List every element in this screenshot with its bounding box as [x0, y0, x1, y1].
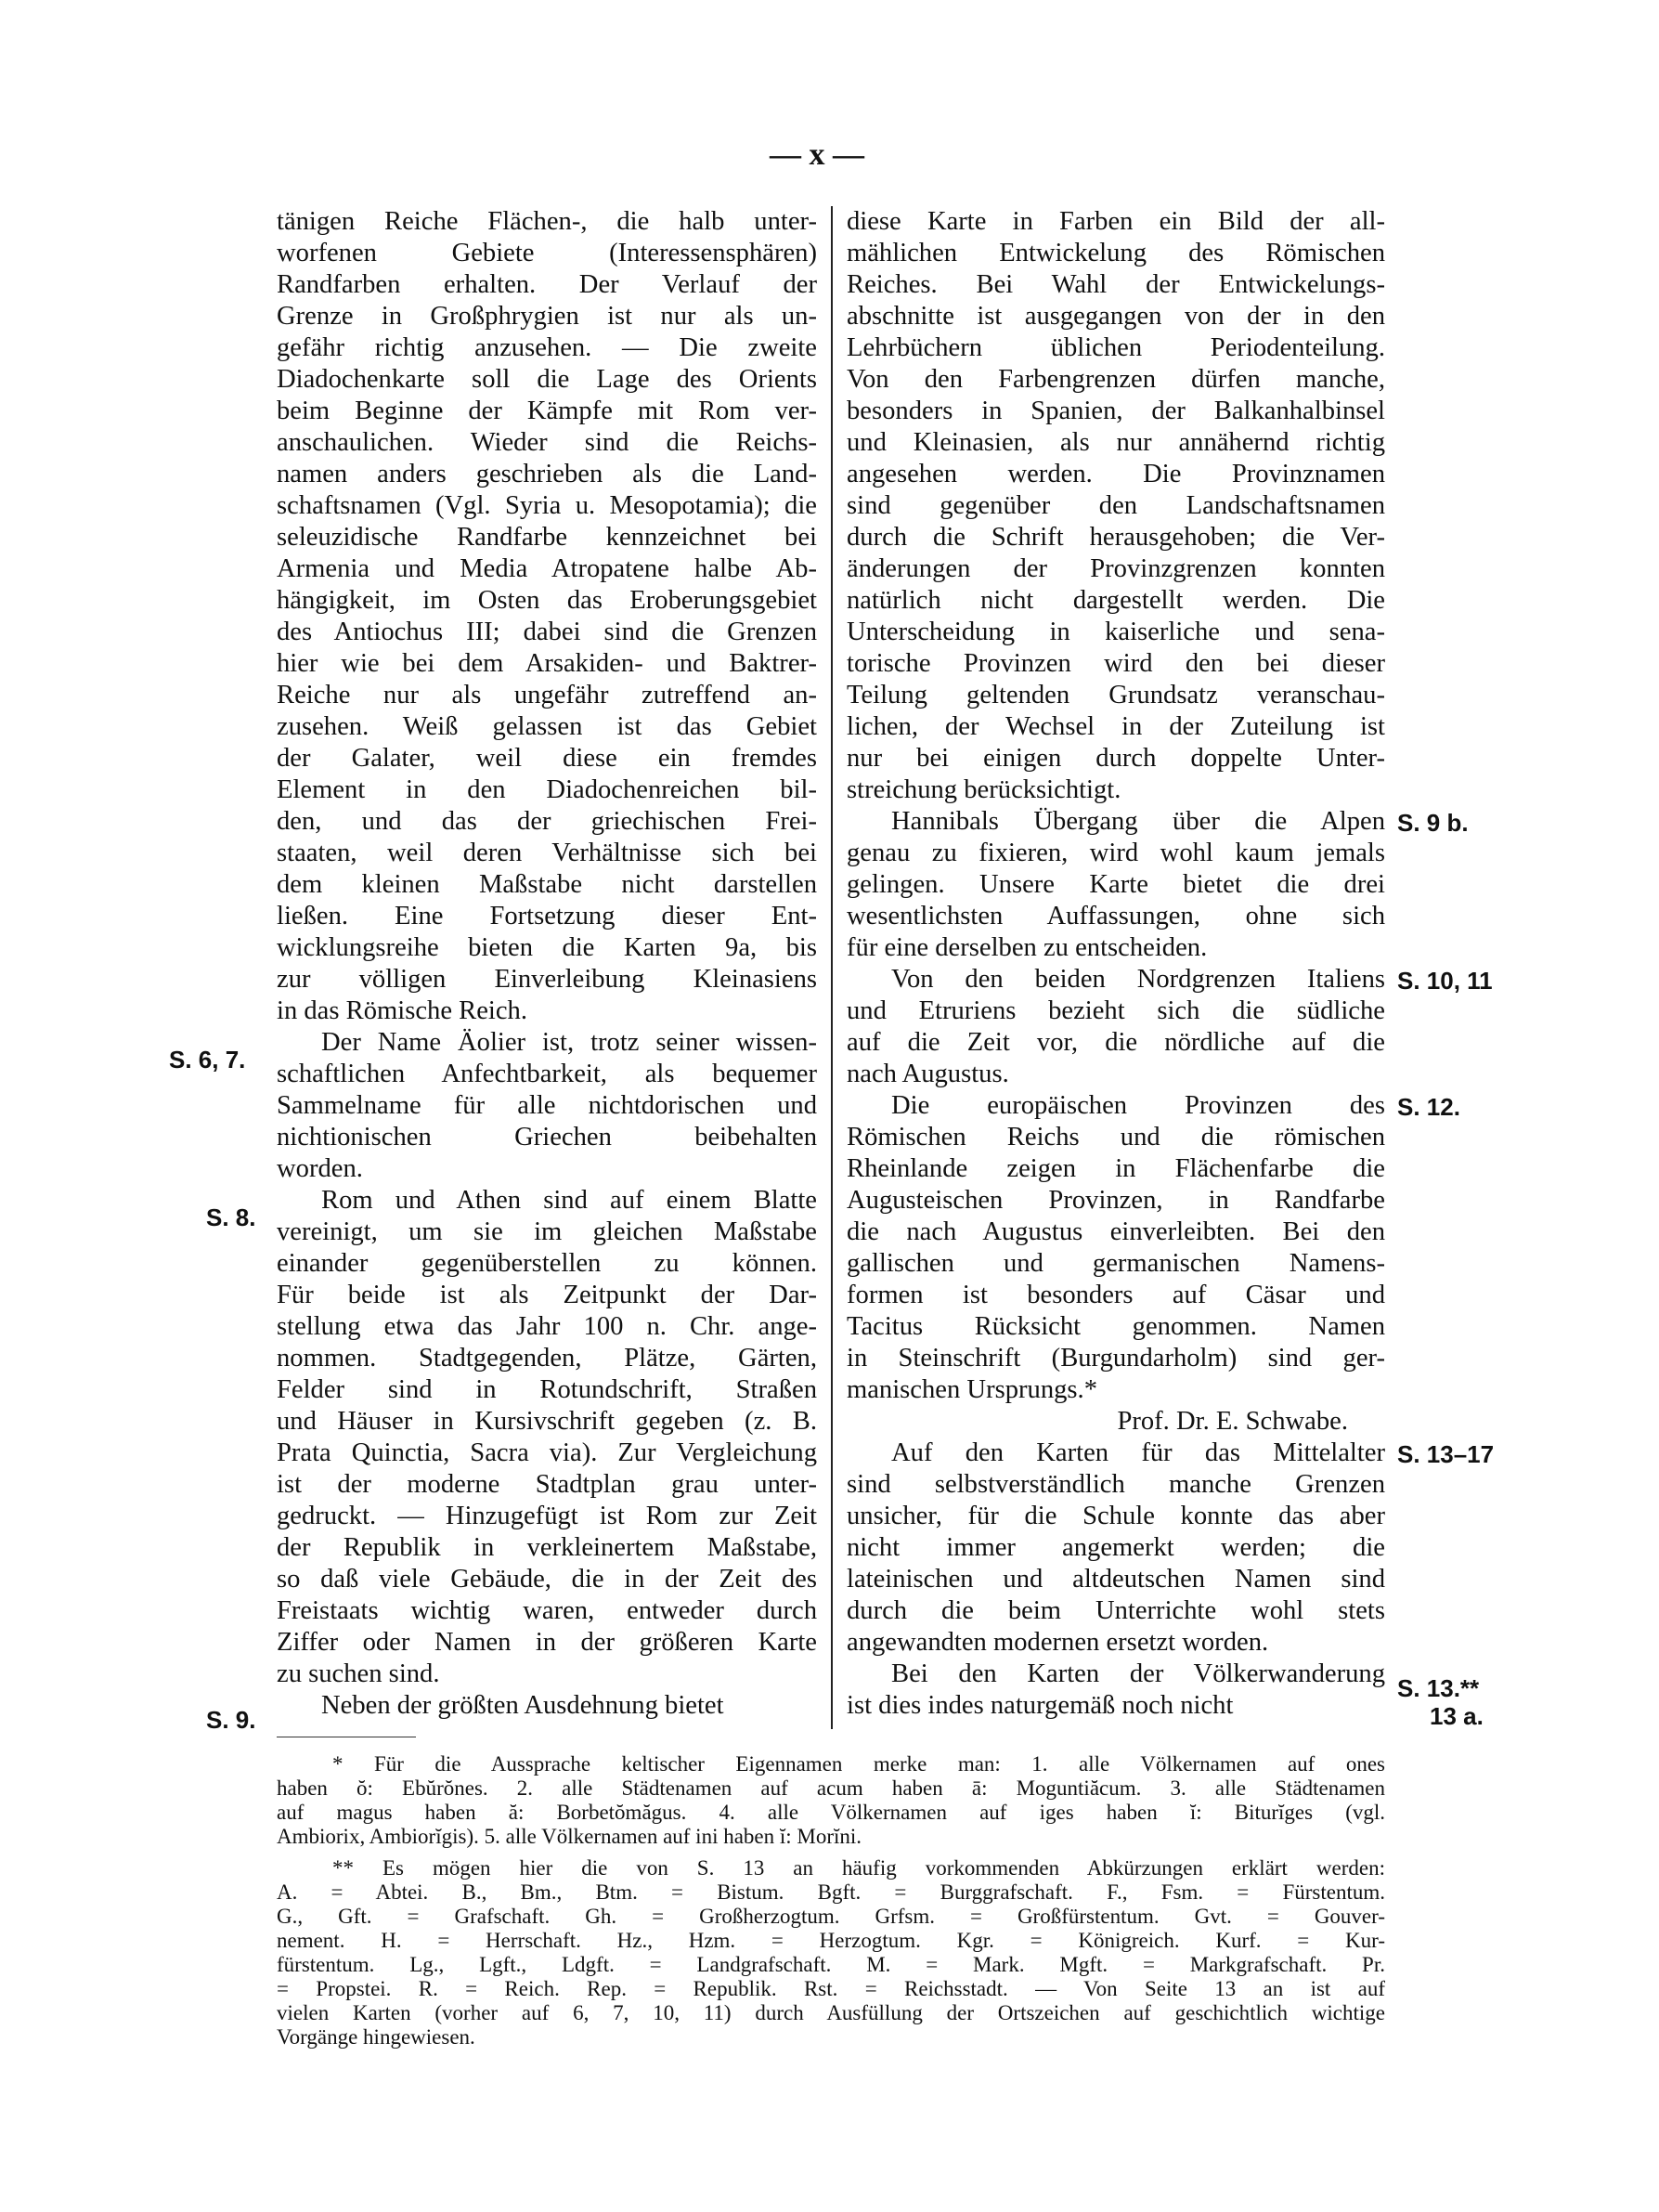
column-divider [831, 206, 833, 1729]
text-line: Prata Quinctia, Sacra via). Zur Vergleichung [277, 1438, 817, 1467]
text-line: angesehen werden. Die Provinznamen [847, 460, 1385, 488]
text-line: Lehrbüchern üblichen Periodenteilung. [847, 333, 1385, 362]
text-line: mählichen Entwickelung des Römischen [847, 239, 1385, 267]
text-line: lichen, der Wechsel in der Zuteilung ist [847, 712, 1385, 741]
text-line: auf die Zeit vor, die nördliche auf die [847, 1028, 1385, 1057]
text-line: dem kleinen Maßstabe nicht darstellen [277, 870, 817, 899]
text-line: Reiche nur als ungefähr zutreffend an- [277, 681, 817, 709]
text-line: unsicher, für die Schule konnte das aber [847, 1502, 1385, 1530]
text-line: gefähr richtig anzusehen. — Die zweite [277, 333, 817, 362]
text-line: Sammelname für alle nichtdorischen und [277, 1091, 817, 1120]
text-line: beim Beginne der Kämpfe mit Rom ver- [277, 397, 817, 425]
margin-note-s9b: S. 9 b. [1397, 809, 1469, 837]
text-line: einander gegenüberstellen zu können. [277, 1249, 817, 1278]
footnotes [277, 1752, 1385, 2049]
right-column [847, 206, 1385, 1722]
footnote-line: nement. H. = Herrschaft. Hz., Hzm. = Herzogtum. Kgr. = Königreich. Kurf. = Kur- [277, 1929, 1385, 1952]
text-line: tänigen Reiche Flächen-, die halb unter- [277, 207, 817, 236]
text-line: manischen Ursprungs.* [847, 1375, 1098, 1404]
margin-note-s12: S. 12. [1397, 1093, 1460, 1121]
text-line: Auf den Karten für das Mittelalter [891, 1438, 1385, 1467]
text-line: abschnitte ist ausgegangen von der in den [847, 302, 1385, 331]
footnote-line: auf magus haben ă: Borbetŏmăgus. 4. alle Völkernamen auf iges haben ĭ: Biturĭges (vgl. [277, 1801, 1385, 1824]
text-line: Diadochenkarte soll die Lage des Orients [277, 365, 817, 394]
text-line: nommen. Stadtgegenden, Plätze, Gärten, [277, 1344, 817, 1373]
text-line: worden. [277, 1154, 363, 1183]
text-line: gelingen. Unsere Karte bietet die drei [847, 870, 1385, 899]
text-line: lateinischen und altdeutschen Namen sind [847, 1565, 1385, 1594]
text-line: des Antiochus III; dabei sind die Grenzen [277, 618, 817, 646]
text-line: staaten, weil deren Verhältnisse sich bei [277, 839, 817, 867]
footnote-line: Ambiorix, Ambiorĭgis). 5. alle Völkernamen auf ini haben ĭ: Morĭni. [277, 1825, 862, 1848]
text-line: der Republik in verkleinertem Maßstabe, [277, 1533, 817, 1562]
text-line: streichung berücksichtigt. [847, 775, 1121, 804]
text-line: Ziffer oder Namen in der größeren Karte [277, 1628, 817, 1657]
text-line: sind gegenüber den Landschaftsnamen [847, 491, 1385, 520]
text-line: wicklungsreihe bieten die Karten 9a, bis [277, 933, 817, 962]
text-line: zusehen. Weiß gelassen ist das Gebiet [277, 712, 817, 741]
text-line: genau zu fixieren, wird wohl kaum jemals [847, 839, 1385, 867]
text-line: Rom und Athen sind auf einem Blatte [321, 1186, 817, 1215]
footnote-line: fürstentum. Lg., Lgft., Ldgft. = Landgrafschaft. M. = Mark. Mgft. = Markgrafschaft. Pr. [277, 1953, 1385, 1976]
text-line: Freistaats wichtig waren, entweder durch [277, 1596, 817, 1625]
margin-note-s67: S. 6, 7. [169, 1046, 246, 1073]
margin-note-s9: S. 9. [206, 1706, 256, 1734]
text-line: worfenen Gebiete (Interessensphären) [277, 239, 817, 267]
text-line: hier wie bei dem Arsakiden- und Baktrer- [277, 649, 817, 678]
text-line: Von den Farbengrenzen dürfen manche, [847, 365, 1385, 394]
text-line: gallischen und germanischen Namens- [847, 1249, 1385, 1278]
text-line: der Galater, weil diese ein fremdes [277, 744, 817, 773]
text-line: durch die beim Unterrichte wohl stets [847, 1596, 1385, 1625]
text-line: in das Römische Reich. [277, 996, 528, 1025]
text-line: Felder sind in Rotundschrift, Straßen [277, 1375, 817, 1404]
text-line: Tacitus Rücksicht genommen. Namen [847, 1312, 1385, 1341]
text-line: nichtionischen Griechen beibehalten [277, 1123, 817, 1152]
margin-note-s8: S. 8. [206, 1204, 256, 1231]
text-line: ließen. Eine Fortsetzung dieser Ent- [277, 902, 817, 930]
footnote-line: ** Es mögen hier die von S. 13 an häufig vorkommenden Abkürzungen erklärt werden: [332, 1856, 1385, 1880]
text-line: vereinigt, um sie im gleichen Maßstabe [277, 1217, 817, 1246]
margin-note-s13: S. 13.** [1397, 1674, 1480, 1702]
text-line: formen ist besonders auf Cäsar und [847, 1281, 1385, 1309]
text-line: nur bei einigen durch doppelte Unter- [847, 744, 1385, 773]
text-line: Bei den Karten der Völkerwanderung [891, 1659, 1385, 1688]
footnote-line: * Für die Aussprache keltischer Eigennamen merke man: 1. alle Völkernamen auf ones [332, 1752, 1385, 1776]
text-line: änderungen der Provinzgrenzen konnten [847, 554, 1385, 583]
text-line: nach Augustus. [847, 1060, 1009, 1088]
text-line: Teilung geltenden Grundsatz veranschau- [847, 681, 1385, 709]
text-line: so daß viele Gebäude, die in der Zeit des [277, 1565, 817, 1594]
text-line: seleuzidische Randfarbe kennzeichnet bei [277, 523, 817, 552]
text-line: nicht immer angemerkt werden; die [847, 1533, 1385, 1562]
text-line: torische Provinzen wird den bei dieser [847, 649, 1385, 678]
text-line: Römischen Reichs und die römischen [847, 1123, 1385, 1152]
text-line: zu suchen sind. [277, 1659, 440, 1688]
text-line: Der Name Äolier ist, trotz seiner wissen- [321, 1028, 817, 1057]
text-line: stellung etwa das Jahr 100 n. Chr. ange- [277, 1312, 817, 1341]
text-line: durch die Schrift herausgehoben; die Ver- [847, 523, 1385, 552]
margin-note-s1011: S. 10, 11 [1397, 967, 1493, 995]
text-line: in Steinschrift (Burgundarholm) sind ger- [847, 1344, 1385, 1373]
text-line: diese Karte in Farben ein Bild der all- [847, 207, 1385, 236]
footnote-line: G., Gft. = Grafschaft. Gh. = Großherzogtum. Grfsm. = Großfürstentum. Gvt. = Gouver- [277, 1905, 1385, 1928]
text-line: sind selbstverständlich manche Grenzen [847, 1470, 1385, 1499]
footnote-line: Vorgänge hingewiesen. [277, 2025, 475, 2049]
text-line: Für beide ist als Zeitpunkt der Dar- [277, 1281, 817, 1309]
text-line: Rheinlande zeigen in Flächenfarbe die [847, 1154, 1385, 1183]
text-line: Reiches. Bei Wahl der Entwickelungs- [847, 270, 1385, 299]
text-line: Grenze in Großphrygien ist nur als un- [277, 302, 817, 331]
text-line: zur völligen Einverleibung Kleinasiens [277, 965, 817, 994]
text-line: Armenia und Media Atropatene halbe Ab- [277, 554, 817, 583]
text-line: anschaulichen. Wieder sind die Reichs- [277, 428, 817, 457]
text-line: natürlich nicht dargestellt werden. Die [847, 586, 1385, 615]
footnote-line: = Propstei. R. = Reich. Rep. = Republik. Rst. = Reichsstadt. — Von Seite 13 an ist auf [277, 1977, 1385, 2000]
margin-note-s13a: 13 a. [1430, 1702, 1484, 1730]
text-line: und Häuser in Kursivschrift gegeben (z. B. [277, 1407, 817, 1436]
footnote-line: vielen Karten (vorher auf 6, 7, 10, 11) durch Ausfüllung der Ortszeichen auf geschichtlich wichtige [277, 2001, 1385, 2024]
text-line: schaftlichen Anfechtbarkeit, als bequemer [277, 1060, 817, 1088]
text-line: für eine derselben zu entscheiden. [847, 933, 1208, 962]
text-line: Element in den Diadochenreichen bil- [277, 775, 817, 804]
page-number: — x — [770, 137, 864, 172]
text-line: schaftsnamen (Vgl. Syria u. Mesopotamia); die [277, 491, 817, 520]
text-line: angewandten modernen ersetzt worden. [847, 1628, 1269, 1657]
text-line: und Kleinasien, als nur annähernd richtig [847, 428, 1385, 457]
text-line: Von den beiden Nordgrenzen Italiens [891, 965, 1385, 994]
text-line: Prof. Dr. E. Schwabe. [1117, 1407, 1348, 1436]
text-line: Augusteischen Provinzen, in Randfarbe [847, 1186, 1385, 1215]
text-line: den, und das der griechischen Frei- [277, 807, 817, 836]
text-line: namen anders geschrieben als die Land- [277, 460, 817, 488]
margin-note-s1317: S. 13–17 [1397, 1440, 1495, 1468]
text-line: die nach Augustus einverleibten. Bei den [847, 1217, 1385, 1246]
text-line: wesentlichsten Auffassungen, ohne sich [847, 902, 1385, 930]
text-line: gedruckt. — Hinzugefügt ist Rom zur Zeit [277, 1502, 817, 1530]
text-line: und Etruriens bezieht sich die südliche [847, 996, 1385, 1025]
text-line: hängigkeit, im Osten das Eroberungsgebiet [277, 586, 817, 615]
text-line: Hannibals Übergang über die Alpen [891, 807, 1385, 836]
text-line: besonders in Spanien, der Balkanhalbinsel [847, 397, 1385, 425]
text-line: Randfarben erhalten. Der Verlauf der [277, 270, 817, 299]
footnote-line: A. = Abtei. B., Bm., Btm. = Bistum. Bgft. = Burggrafschaft. F., Fsm. = Fürstentum. [277, 1880, 1385, 1904]
text-line: Die europäischen Provinzen des [891, 1091, 1385, 1120]
left-column [277, 206, 817, 1722]
text-line: Unterscheidung in kaiserliche und sena- [847, 618, 1385, 646]
footnote-line: haben ŏ: Ebŭrŏnes. 2. alle Städtenamen auf acum haben ā: Moguntiăcum. 3. alle Städtenamen [277, 1776, 1385, 1800]
text-line: Neben der größten Ausdehnung bietet [321, 1691, 724, 1720]
text-line: ist dies indes naturgemäß noch nicht [847, 1691, 1234, 1720]
text-line: ist der moderne Stadtplan grau unter- [277, 1470, 817, 1499]
